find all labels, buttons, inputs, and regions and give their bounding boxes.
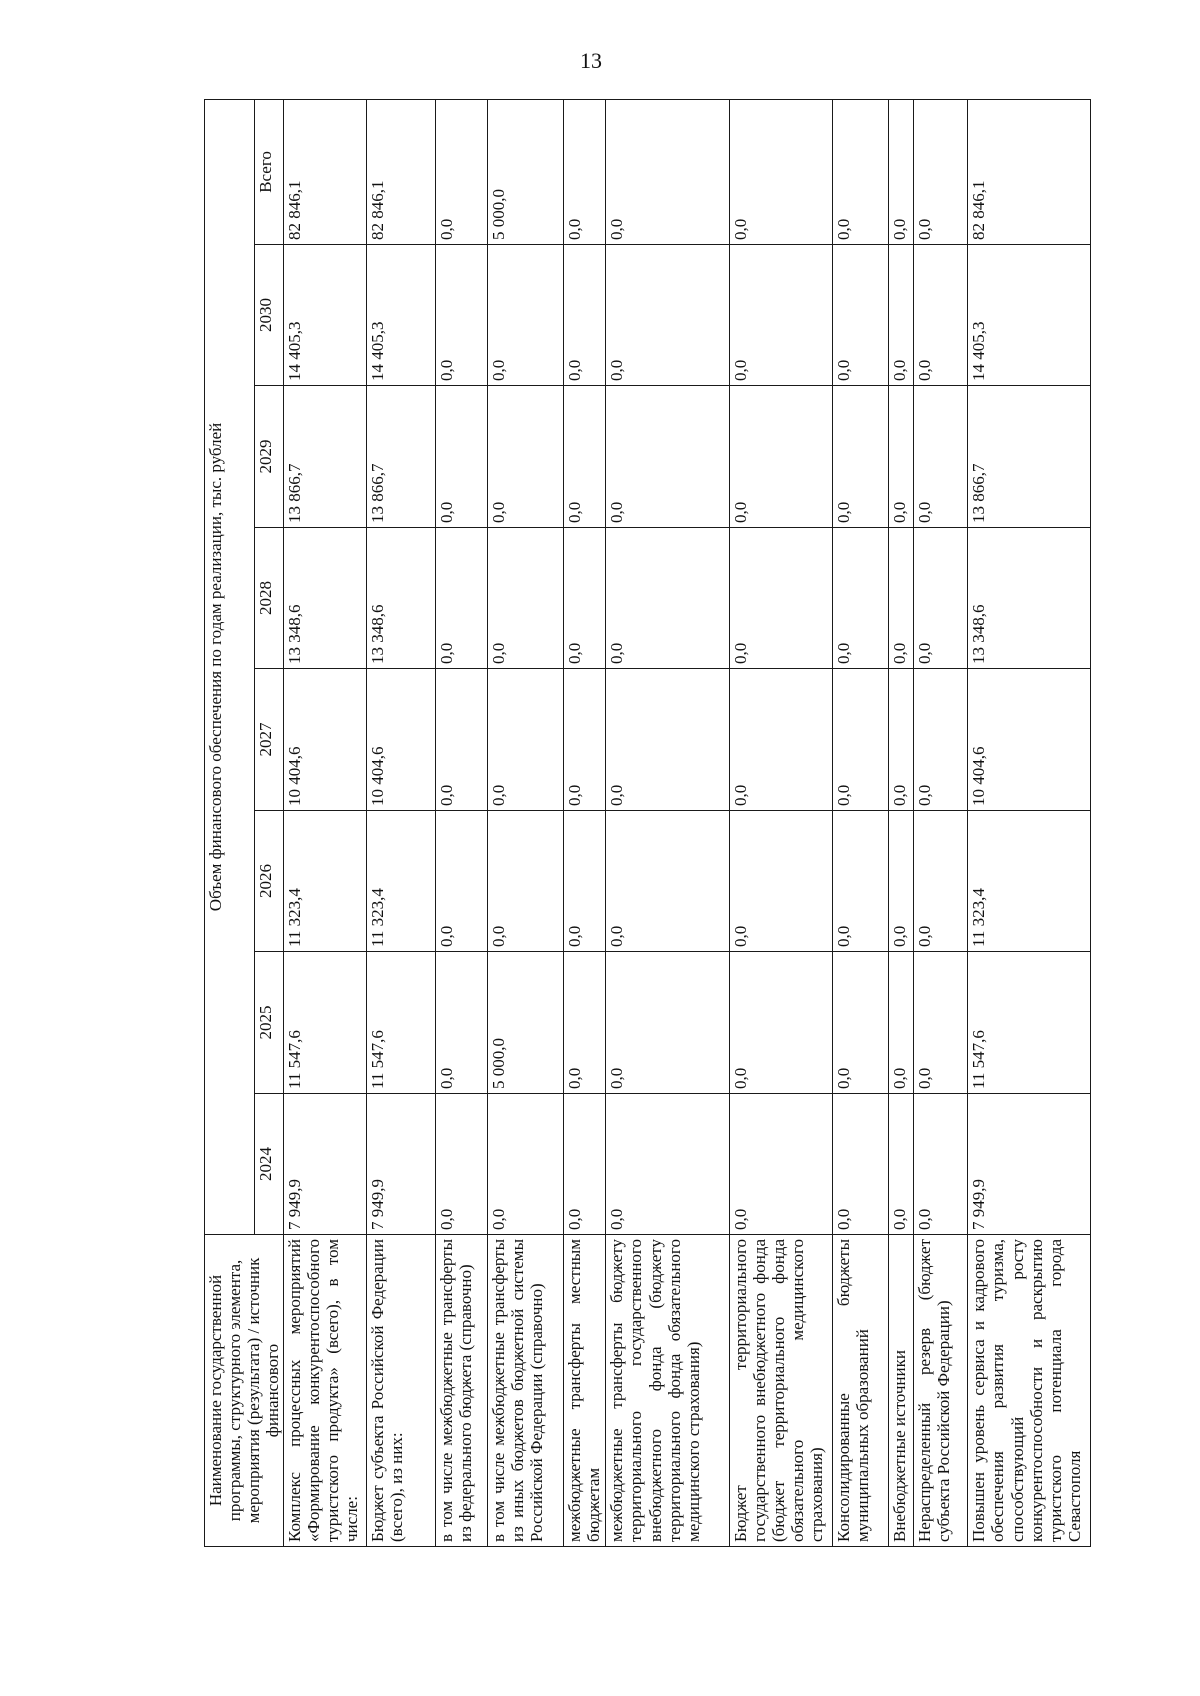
cell-value: 0,0 xyxy=(888,952,913,1094)
cell-value: 0,0 xyxy=(729,952,832,1094)
cell-value: 10 404,6 xyxy=(366,669,435,811)
cell-value: 0,0 xyxy=(832,669,888,811)
cell-value: 0,0 xyxy=(888,669,913,811)
cell-value: 0,0 xyxy=(563,245,606,386)
cell-value: 0,0 xyxy=(435,528,487,669)
cell-value: 10 404,6 xyxy=(968,669,1091,811)
cell-value: 0,0 xyxy=(729,811,832,952)
cell-value: 0,0 xyxy=(914,245,968,386)
year-header: 2027 xyxy=(254,669,283,811)
row-name: Комплекс процессных мероприятий «Формирование конкурентоспособного туристского продукта» (всего), в том числе: xyxy=(284,1235,367,1547)
cell-value: 0,0 xyxy=(729,99,832,244)
cell-value: 0,0 xyxy=(563,952,606,1094)
cell-value: 0,0 xyxy=(832,99,888,244)
year-header: 2028 xyxy=(254,528,283,669)
table-row xyxy=(968,99,1091,1546)
row-name: Бюджет территориального государственного внебюджетного фонда (бюджет территориального фонда обязательного медицинского страхования) xyxy=(729,1235,832,1547)
cell-value: 14 405,3 xyxy=(968,245,1091,386)
cell-value: 0,0 xyxy=(435,386,487,528)
row-name: Консолидированные бюджеты муниципальных образований xyxy=(832,1235,888,1547)
year-header: 2029 xyxy=(254,386,283,528)
cell-value: 0,0 xyxy=(914,386,968,528)
year-header: 2024 xyxy=(254,1094,283,1235)
row-name: в том числе межбюджетные трансферты из иных бюджетов бюджетной системы Российской Федерации (справочно) xyxy=(488,1235,563,1547)
row-name: межбюджетные трансферты бюджету территориального государственного внебюджетного фонда (бюджету территориального фонда обязательного медицинского страхования) xyxy=(606,1235,729,1547)
cell-value: 0,0 xyxy=(832,528,888,669)
cell-value: 0,0 xyxy=(914,99,968,244)
cell-value: 0,0 xyxy=(606,99,729,244)
financing-table xyxy=(204,99,1091,1547)
table-row xyxy=(888,99,913,1546)
cell-value: 13 348,6 xyxy=(968,528,1091,669)
cell-value: 11 323,4 xyxy=(968,811,1091,952)
cell-value: 0,0 xyxy=(563,669,606,811)
cell-value: 0,0 xyxy=(606,1094,729,1235)
cell-value: 11 547,6 xyxy=(366,952,435,1094)
cell-value: 0,0 xyxy=(606,811,729,952)
table-row xyxy=(435,99,487,1546)
cell-value: 0,0 xyxy=(435,245,487,386)
cell-value: 0,0 xyxy=(888,99,913,244)
cell-value: 0,0 xyxy=(832,952,888,1094)
cell-value: 0,0 xyxy=(914,669,968,811)
cell-value: 0,0 xyxy=(606,245,729,386)
cell-value: 0,0 xyxy=(914,811,968,952)
row-name: межбюджетные трансферты местным бюджетам xyxy=(563,1235,606,1547)
cell-value: 11 547,6 xyxy=(284,952,367,1094)
cell-value: 82 846,1 xyxy=(968,99,1091,244)
cell-value: 14 405,3 xyxy=(366,245,435,386)
cell-value: 0,0 xyxy=(488,1094,563,1235)
cell-value: 0,0 xyxy=(832,386,888,528)
cell-value: 11 323,4 xyxy=(284,811,367,952)
table-row xyxy=(729,99,832,1546)
cell-value: 0,0 xyxy=(888,245,913,386)
row-name: Повышен уровень сервиса и кадрового обеспечения развития туризма, способствующий росту конкурентоспособности и раскрытию туристского потенциала города Севастополя xyxy=(968,1235,1091,1547)
cell-value: 0,0 xyxy=(563,528,606,669)
cell-value: 0,0 xyxy=(729,245,832,386)
cell-value: 82 846,1 xyxy=(366,99,435,244)
cell-value: 0,0 xyxy=(563,386,606,528)
cell-value: 0,0 xyxy=(606,952,729,1094)
table-row xyxy=(284,99,367,1546)
year-header: 2025 xyxy=(254,952,283,1094)
cell-value: 0,0 xyxy=(606,669,729,811)
cell-value: 0,0 xyxy=(488,386,563,528)
cell-value: 5 000,0 xyxy=(488,99,563,244)
row-name: Нераспределенный резерв (бюджет субъекта Российской Федерации) xyxy=(914,1235,968,1547)
table-row xyxy=(832,99,888,1546)
cell-value: 0,0 xyxy=(435,1094,487,1235)
cell-value: 11 547,6 xyxy=(968,952,1091,1094)
cell-value: 13 348,6 xyxy=(284,528,367,669)
cell-value: 0,0 xyxy=(888,1094,913,1235)
cell-value: 0,0 xyxy=(888,811,913,952)
cell-value: 0,0 xyxy=(435,99,487,244)
row-name: в том числе межбюджетные трансферты из федерального бюджета (справочно) xyxy=(435,1235,487,1547)
row-name: Внебюджетные источники xyxy=(888,1235,913,1547)
year-header: 2026 xyxy=(254,811,283,952)
cell-value: 82 846,1 xyxy=(284,99,367,244)
cell-value: 7 949,9 xyxy=(284,1094,367,1235)
name-column-header: Наименование государственной программы, структурного элемента, мероприятия (результата) / источник финансового xyxy=(205,1235,284,1547)
cell-value: 0,0 xyxy=(832,811,888,952)
cell-value: 0,0 xyxy=(729,669,832,811)
cell-value: 0,0 xyxy=(488,245,563,386)
cell-value: 13 866,7 xyxy=(366,386,435,528)
cell-value: 11 323,4 xyxy=(366,811,435,952)
cell-value: 0,0 xyxy=(832,245,888,386)
cell-value: 5 000,0 xyxy=(488,952,563,1094)
cell-value: 0,0 xyxy=(729,528,832,669)
cell-value: 0,0 xyxy=(435,811,487,952)
cell-value: 0,0 xyxy=(488,528,563,669)
table-row xyxy=(488,99,563,1546)
cell-value: 0,0 xyxy=(435,669,487,811)
cell-value: 7 949,9 xyxy=(366,1094,435,1235)
cell-value: 7 949,9 xyxy=(968,1094,1091,1235)
row-name: Бюджет субъекта Российской Федерации (всего), из них: xyxy=(366,1235,435,1547)
table-row xyxy=(606,99,729,1546)
cell-value: 0,0 xyxy=(488,669,563,811)
table-row xyxy=(914,99,968,1546)
cell-value: 0,0 xyxy=(488,811,563,952)
cell-value: 0,0 xyxy=(435,952,487,1094)
financing-table-rotated xyxy=(204,100,1082,1547)
cell-value: 0,0 xyxy=(888,528,913,669)
cell-value: 0,0 xyxy=(729,1094,832,1235)
table-row xyxy=(366,99,435,1546)
cell-value: 0,0 xyxy=(832,1094,888,1235)
cell-value: 0,0 xyxy=(914,528,968,669)
table-row xyxy=(563,99,606,1546)
cell-value: 0,0 xyxy=(606,386,729,528)
cell-value: 0,0 xyxy=(606,528,729,669)
financing-volume-header: Объем финансового обеспечения по годам реализации, тыс. рублей xyxy=(205,99,255,1234)
total-header: Всего xyxy=(254,99,283,244)
cell-value: 0,0 xyxy=(563,99,606,244)
page-number: 13 xyxy=(580,48,602,73)
cell-value: 0,0 xyxy=(914,952,968,1094)
cell-value: 0,0 xyxy=(888,386,913,528)
cell-value: 14 405,3 xyxy=(284,245,367,386)
cell-value: 0,0 xyxy=(729,386,832,528)
cell-value: 13 866,7 xyxy=(284,386,367,528)
cell-value: 13 866,7 xyxy=(968,386,1091,528)
cell-value: 0,0 xyxy=(914,1094,968,1235)
cell-value: 0,0 xyxy=(563,1094,606,1235)
cell-value: 0,0 xyxy=(563,811,606,952)
cell-value: 13 348,6 xyxy=(366,528,435,669)
year-header: 2030 xyxy=(254,245,283,386)
cell-value: 10 404,6 xyxy=(284,669,367,811)
